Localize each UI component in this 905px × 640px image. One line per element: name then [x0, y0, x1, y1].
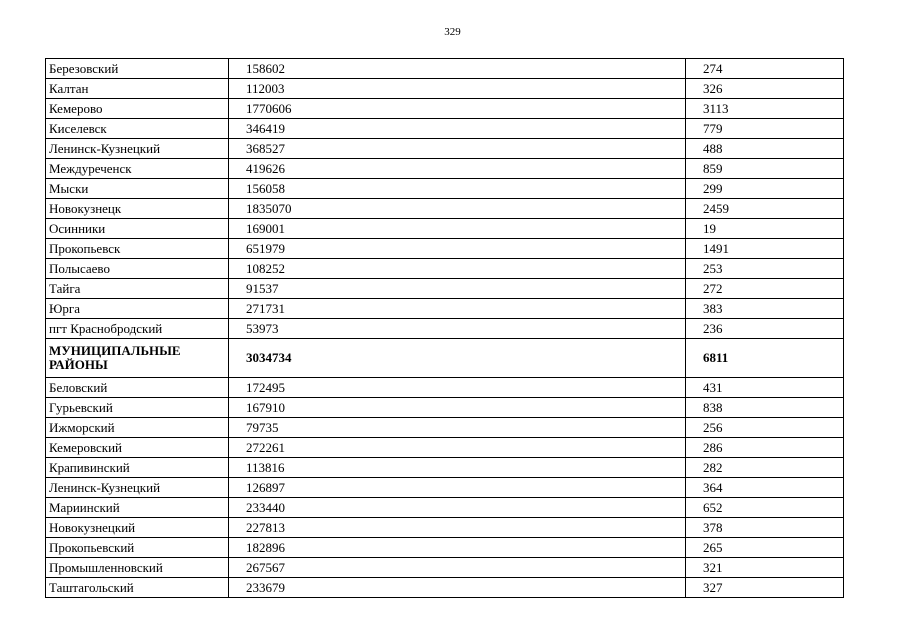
data-table — [45, 58, 844, 598]
municipality-name-cell: Ижморский — [46, 418, 229, 438]
municipality-name-cell: Ленинск-Кузнецкий — [46, 478, 229, 498]
value-1-cell: 126897 — [229, 478, 686, 498]
value-1-cell: 156058 — [229, 179, 686, 199]
municipality-name-cell: Калтан — [46, 79, 229, 99]
municipality-name-cell: Юрга — [46, 299, 229, 319]
table-row — [46, 458, 844, 478]
table-row — [46, 398, 844, 418]
value-1-cell: 182896 — [229, 538, 686, 558]
value-1-cell: 651979 — [229, 239, 686, 259]
table-row — [46, 79, 844, 99]
municipality-name-cell: Новокузнецк — [46, 199, 229, 219]
value-1-cell: 169001 — [229, 219, 686, 239]
value-2-cell: 282 — [686, 458, 844, 478]
value-2-cell: 253 — [686, 259, 844, 279]
value-2-cell: 327 — [686, 578, 844, 598]
value-1-cell: 227813 — [229, 518, 686, 538]
table-row — [46, 418, 844, 438]
municipality-name-cell: Мыски — [46, 179, 229, 199]
value-2-cell: 286 — [686, 438, 844, 458]
municipality-name-cell: Березовский — [46, 59, 229, 79]
municipality-name-cell: Новокузнецкий — [46, 518, 229, 538]
table-row — [46, 99, 844, 119]
value-1-cell: 172495 — [229, 378, 686, 398]
value-1-cell: 108252 — [229, 259, 686, 279]
value-1-cell: 1835070 — [229, 199, 686, 219]
value-1-cell: 272261 — [229, 438, 686, 458]
table-row — [46, 139, 844, 159]
municipality-name-cell: Осинники — [46, 219, 229, 239]
table-row — [46, 219, 844, 239]
municipality-name-cell: Гурьевский — [46, 398, 229, 418]
municipality-name-cell: пгт Краснобродский — [46, 319, 229, 339]
municipality-name-cell: Тайга — [46, 279, 229, 299]
table-row — [46, 199, 844, 219]
table-row — [46, 179, 844, 199]
value-2-cell: 859 — [686, 159, 844, 179]
value-1-cell: 167910 — [229, 398, 686, 418]
value-2-cell: 1491 — [686, 239, 844, 259]
value-2-cell: 272 — [686, 279, 844, 299]
value-1-cell: 3034734 — [229, 339, 686, 378]
value-1-cell: 1770606 — [229, 99, 686, 119]
value-1-cell: 271731 — [229, 299, 686, 319]
table-row — [46, 518, 844, 538]
value-2-cell: 431 — [686, 378, 844, 398]
value-1-cell: 53973 — [229, 319, 686, 339]
municipality-name-cell: МУНИЦИПАЛЬНЫЕ РАЙОНЫ — [46, 339, 229, 378]
value-2-cell: 19 — [686, 219, 844, 239]
table-row — [46, 498, 844, 518]
value-1-cell: 158602 — [229, 59, 686, 79]
municipality-name-cell: Междуреченск — [46, 159, 229, 179]
table-body — [46, 59, 844, 598]
value-2-cell: 236 — [686, 319, 844, 339]
value-1-cell: 112003 — [229, 79, 686, 99]
table-row — [46, 538, 844, 558]
value-2-cell: 2459 — [686, 199, 844, 219]
value-1-cell: 233440 — [229, 498, 686, 518]
table-row — [46, 59, 844, 79]
value-1-cell: 267567 — [229, 558, 686, 578]
value-1-cell: 233679 — [229, 578, 686, 598]
table-row — [46, 319, 844, 339]
value-1-cell: 346419 — [229, 119, 686, 139]
value-2-cell: 299 — [686, 179, 844, 199]
value-2-cell: 779 — [686, 119, 844, 139]
value-1-cell: 79735 — [229, 418, 686, 438]
value-2-cell: 274 — [686, 59, 844, 79]
value-2-cell: 6811 — [686, 339, 844, 378]
table-row — [46, 478, 844, 498]
municipality-name-cell: Кемеровский — [46, 438, 229, 458]
table-row — [46, 159, 844, 179]
value-2-cell: 326 — [686, 79, 844, 99]
table-row — [46, 279, 844, 299]
page-number: 329 — [444, 26, 461, 38]
value-2-cell: 364 — [686, 478, 844, 498]
value-2-cell: 256 — [686, 418, 844, 438]
value-2-cell: 321 — [686, 558, 844, 578]
value-2-cell: 838 — [686, 398, 844, 418]
value-2-cell: 652 — [686, 498, 844, 518]
table-row — [46, 299, 844, 319]
table-row — [46, 259, 844, 279]
municipality-name-cell: Ленинск-Кузнецкий — [46, 139, 229, 159]
value-2-cell: 383 — [686, 299, 844, 319]
table-row — [46, 378, 844, 398]
table-row — [46, 578, 844, 598]
table-row — [46, 558, 844, 578]
municipality-name-cell: Прокопьевск — [46, 239, 229, 259]
value-1-cell: 368527 — [229, 139, 686, 159]
municipality-name-cell: Полысаево — [46, 259, 229, 279]
value-2-cell: 488 — [686, 139, 844, 159]
municipality-name-cell: Кемерово — [46, 99, 229, 119]
value-2-cell: 265 — [686, 538, 844, 558]
municipality-name-cell: Киселевск — [46, 119, 229, 139]
value-1-cell: 419626 — [229, 159, 686, 179]
value-1-cell: 113816 — [229, 458, 686, 478]
municipality-name-cell: Промышленновский — [46, 558, 229, 578]
value-2-cell: 3113 — [686, 99, 844, 119]
table-row — [46, 119, 844, 139]
municipality-name-cell: Таштагольский — [46, 578, 229, 598]
municipality-name-cell: Мариинский — [46, 498, 229, 518]
municipality-name-cell: Беловский — [46, 378, 229, 398]
municipality-name-cell: Крапивинский — [46, 458, 229, 478]
table-row — [46, 239, 844, 259]
table-row — [46, 339, 844, 378]
value-1-cell: 91537 — [229, 279, 686, 299]
value-2-cell: 378 — [686, 518, 844, 538]
table-row — [46, 438, 844, 458]
municipality-name-cell: Прокопьевский — [46, 538, 229, 558]
